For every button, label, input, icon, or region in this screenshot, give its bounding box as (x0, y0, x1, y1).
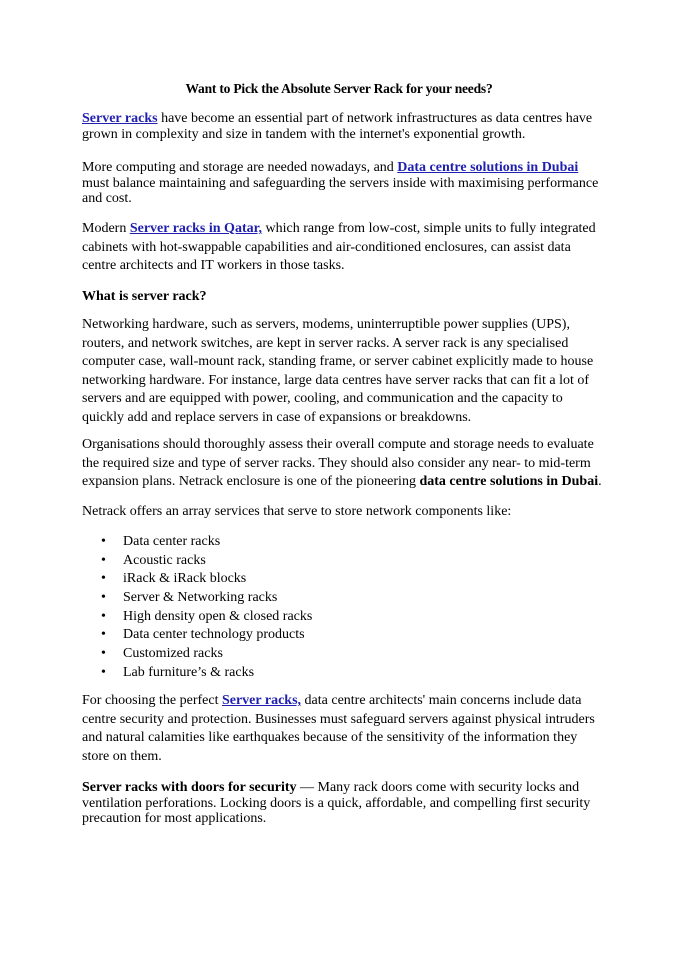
paragraph-6: Netrack offers an array services that serve to store network components like: (82, 504, 512, 519)
list-item-label: Data center racks (123, 534, 221, 549)
p3-after: which range from low-cost, simple units to fully integrated cabinets with hot-swappable capabilities and air-conditioned enclosures, can assist data centre architects and IT workers in those tasks. (82, 221, 596, 273)
p5-end: . (598, 474, 602, 489)
bullet-icon: • (101, 646, 106, 662)
bullet-icon: • (101, 571, 106, 587)
server-racks-qatar-link[interactable]: Server racks in Qatar, (129, 221, 263, 236)
list-item (82, 589, 312, 608)
list-item (82, 626, 312, 645)
list-item-label: Server & Networking racks (123, 590, 278, 606)
p7-after: data centre architects' main concerns include data centre security and protection. Businesses must safeguard servers against physical intruders and natural calamities like earthquakes because of the sensitivity of the information they store on them. (82, 693, 595, 764)
p2-before: More computing and storage are needed nowadays, and (82, 160, 394, 175)
paragraph-4: Networking hardware, such as servers, modems, uninterruptible power supplies (UPS), routers, and network switches, are kept in server racks. A server rack is any specialised computer case, wall-mount rack, standing frame, or server cabinet explicitly made to house networking hardware. For instance, large data centres have server racks that can fit a lot of servers and are equipped with power, cooling, and communication and the capacity to quickly add and replace servers in case of expansions or breakdowns. (82, 317, 594, 425)
list-item (82, 645, 312, 664)
paragraph-2 (82, 160, 602, 207)
bullet-icon: • (101, 590, 106, 606)
paragraph-5 (82, 436, 602, 492)
list-item-label: Acoustic racks (123, 552, 206, 568)
list-item-label: Lab furniture’s & racks (123, 664, 255, 680)
paragraph-3 (82, 220, 602, 276)
list-item (82, 552, 312, 571)
services-list (82, 533, 312, 683)
bullet-icon: • (101, 608, 106, 624)
p3-before: Modern (82, 221, 127, 236)
list-item-label: High density open & closed racks (123, 608, 313, 624)
intro-text: have become an essential part of network infrastructures as data centres have grown in complexity and size in tandem with the internet's exponential growth. (82, 111, 593, 142)
list-item-label: Data center technology products (123, 627, 305, 643)
p5-bold: data centre solutions in Dubai (419, 474, 599, 489)
list-item (82, 608, 312, 627)
data-centre-solutions-dubai-link[interactable]: Data centre solutions in Dubai (397, 160, 579, 175)
list-item-label: iRack & iRack blocks (123, 571, 247, 587)
paragraph-7 (82, 692, 602, 766)
bullet-icon: • (101, 552, 106, 568)
server-racks-link-2[interactable]: Server racks, (221, 693, 302, 708)
heading-what-is-server-rack: What is server rack? (82, 289, 207, 304)
server-racks-link[interactable]: Server racks (82, 111, 158, 126)
list-item (82, 664, 312, 683)
paragraph-8 (82, 780, 602, 827)
p8-bold: Server racks with doors for security (82, 780, 297, 795)
p8-text: — Many rack doors come with security locks and ventilation perforations. Locking doors is a quick, affordable, and compelling first security precaution for most applications. (82, 780, 591, 826)
bullet-icon: • (101, 627, 106, 643)
list-item-label: Customized racks (123, 646, 223, 662)
list-item (82, 570, 312, 589)
list-item (82, 533, 312, 552)
page-title: Want to Pick the Absolute Server Rack for your needs? (185, 81, 493, 96)
intro-paragraph (82, 111, 602, 142)
p5-text: Organisations should thoroughly assess their overall compute and storage needs to evaluate the required size and type of server racks. They should also consider any near- to mid-term expansion plans. Netrack enclosure is one of the pioneering (82, 437, 594, 489)
bullet-icon: • (101, 534, 106, 549)
bullet-icon: • (101, 664, 106, 680)
p2-after: must balance maintaining and safeguarding the servers inside with maximising performance and cost. (82, 175, 599, 206)
p7-before: For choosing the perfect (82, 693, 219, 708)
